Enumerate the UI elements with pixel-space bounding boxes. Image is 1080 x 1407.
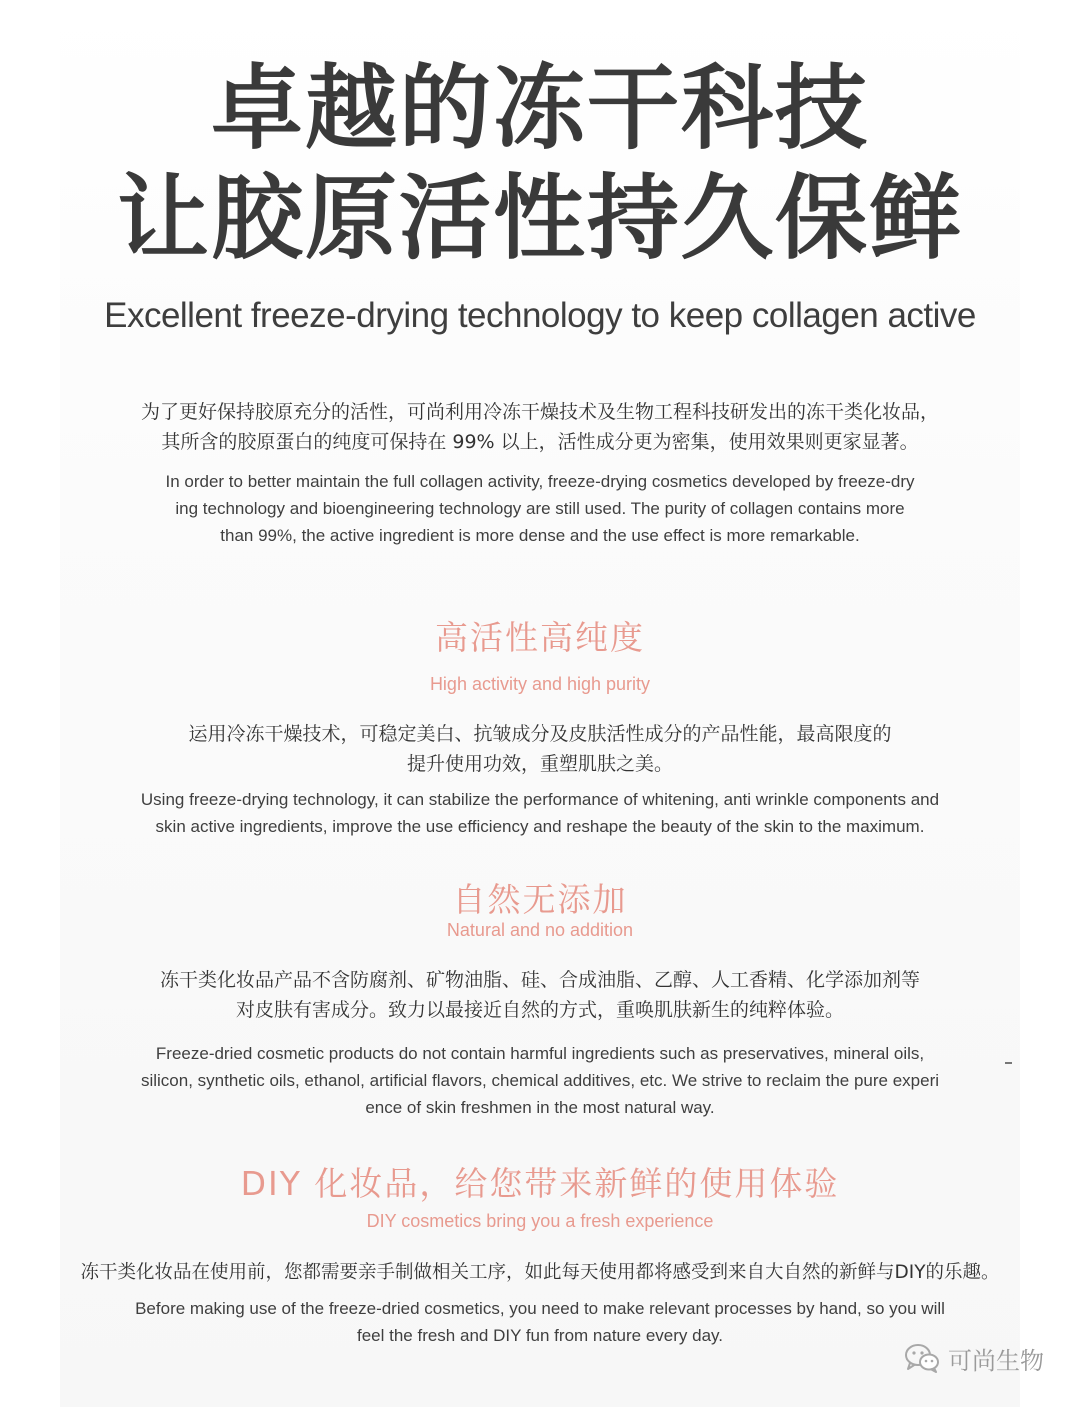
watermark-label: 可尚生物: [948, 1346, 1044, 1375]
english-subtitle: Excellent freeze-drying technology to keep collagen active: [104, 296, 976, 335]
intro-cn-line: 为了更好保持胶原充分的活性，可尚利用冷冻干燥技术及生物工程科技研发出的冻干类化妆品，: [140, 401, 939, 423]
section-1-chinese-paragraph: [0, 719, 1080, 779]
section-3-en-line: Before making use of the freeze-dried cosmetics, you need to make relevant processes by hand, so you will: [135, 1299, 945, 1318]
section-2-cn-line: 对皮肤有害成分。致力以最接近自然的方式，重唤肌肤新生的纯粹体验。: [235, 999, 844, 1021]
section-1-title: 高活性高纯度: [435, 618, 645, 657]
intro-en-line: than 99%, the active ingredient is more dense and the use effect is more remarkable.: [220, 526, 860, 545]
section-2-english-paragraph: [0, 1040, 1080, 1121]
intro-chinese-paragraph: [0, 397, 1080, 457]
section-3-subtitle: DIY cosmetics bring you a fresh experience: [366, 1211, 714, 1231]
intro-english-paragraph: [0, 468, 1080, 549]
wechat-watermark: [904, 1342, 1044, 1374]
section-3-title: DIY 化妆品，给您带来新鲜的使用体验: [240, 1164, 840, 1203]
main-title-line-2: 让胶原活性持久保鲜: [116, 165, 963, 272]
stray-dash-mark: [1005, 1062, 1012, 1064]
section-2-en-line: Freeze-dried cosmetic products do not contain harmful ingredients such as preservatives, mineral oils,: [155, 1044, 925, 1063]
section-3-cn-line: 冻干类化妆品在使用前，您都需要亲手制做相关工序，如此每天使用都将感受到来自大自然的新鲜与DIY的乐趣。: [80, 1262, 1000, 1283]
section-1-en-line: skin active ingredients, improve the use efficiency and reshape the beauty of the skin to the maximum.: [155, 817, 925, 836]
section-1-english-paragraph: [0, 786, 1080, 840]
intro-en-line: In order to better maintain the full collagen activity, freeze-drying cosmetics developed by freeze-dry: [165, 472, 915, 491]
section-2-subtitle: Natural and no addition: [446, 920, 634, 940]
section-3-english-paragraph: [0, 1295, 1080, 1349]
section-3-chinese-paragraph: [0, 1258, 1080, 1288]
section-3-en-line: feel the fresh and DIY fun from nature every day.: [356, 1326, 723, 1345]
section-2-en-line: silicon, synthetic oils, ethanol, artificial flavors, chemical additives, etc. We strive to reclaim the pure experi: [140, 1071, 940, 1090]
section-2-title: 自然无添加: [452, 880, 628, 919]
section-1-en-line: Using freeze-drying technology, it can stabilize the performance of whitening, anti wrinkle components and: [140, 790, 940, 809]
section-2-cn-line: 冻干类化妆品产品不含防腐剂、矿物油脂、硅、合成油脂、乙醇、人工香精、化学添加剂等: [159, 969, 920, 991]
section-1-cn-line: 运用冷冻干燥技术，可稳定美白、抗皱成分及皮肤活性成分的产品性能，最高限度的: [188, 723, 892, 745]
intro-cn-line: 其所含的胶原蛋白的纯度可保持在 99% 以上，活性成分更为密集，使用效果则更家显著。: [161, 431, 919, 453]
section-1-cn-line: 提升使用功效，重塑肌肤之美。: [406, 753, 673, 775]
section-2-en-line: ence of skin freshmen in the most natural way.: [365, 1098, 715, 1117]
wechat-icon: [904, 1343, 940, 1373]
section-2-chinese-paragraph: [0, 965, 1080, 1025]
section-1-subtitle: High activity and high purity: [429, 674, 651, 694]
main-title-line-1: 卓越的冻干科技: [210, 55, 869, 162]
intro-en-line: ing technology and bioengineering technology are still used. The purity of collagen contains more: [175, 499, 905, 518]
